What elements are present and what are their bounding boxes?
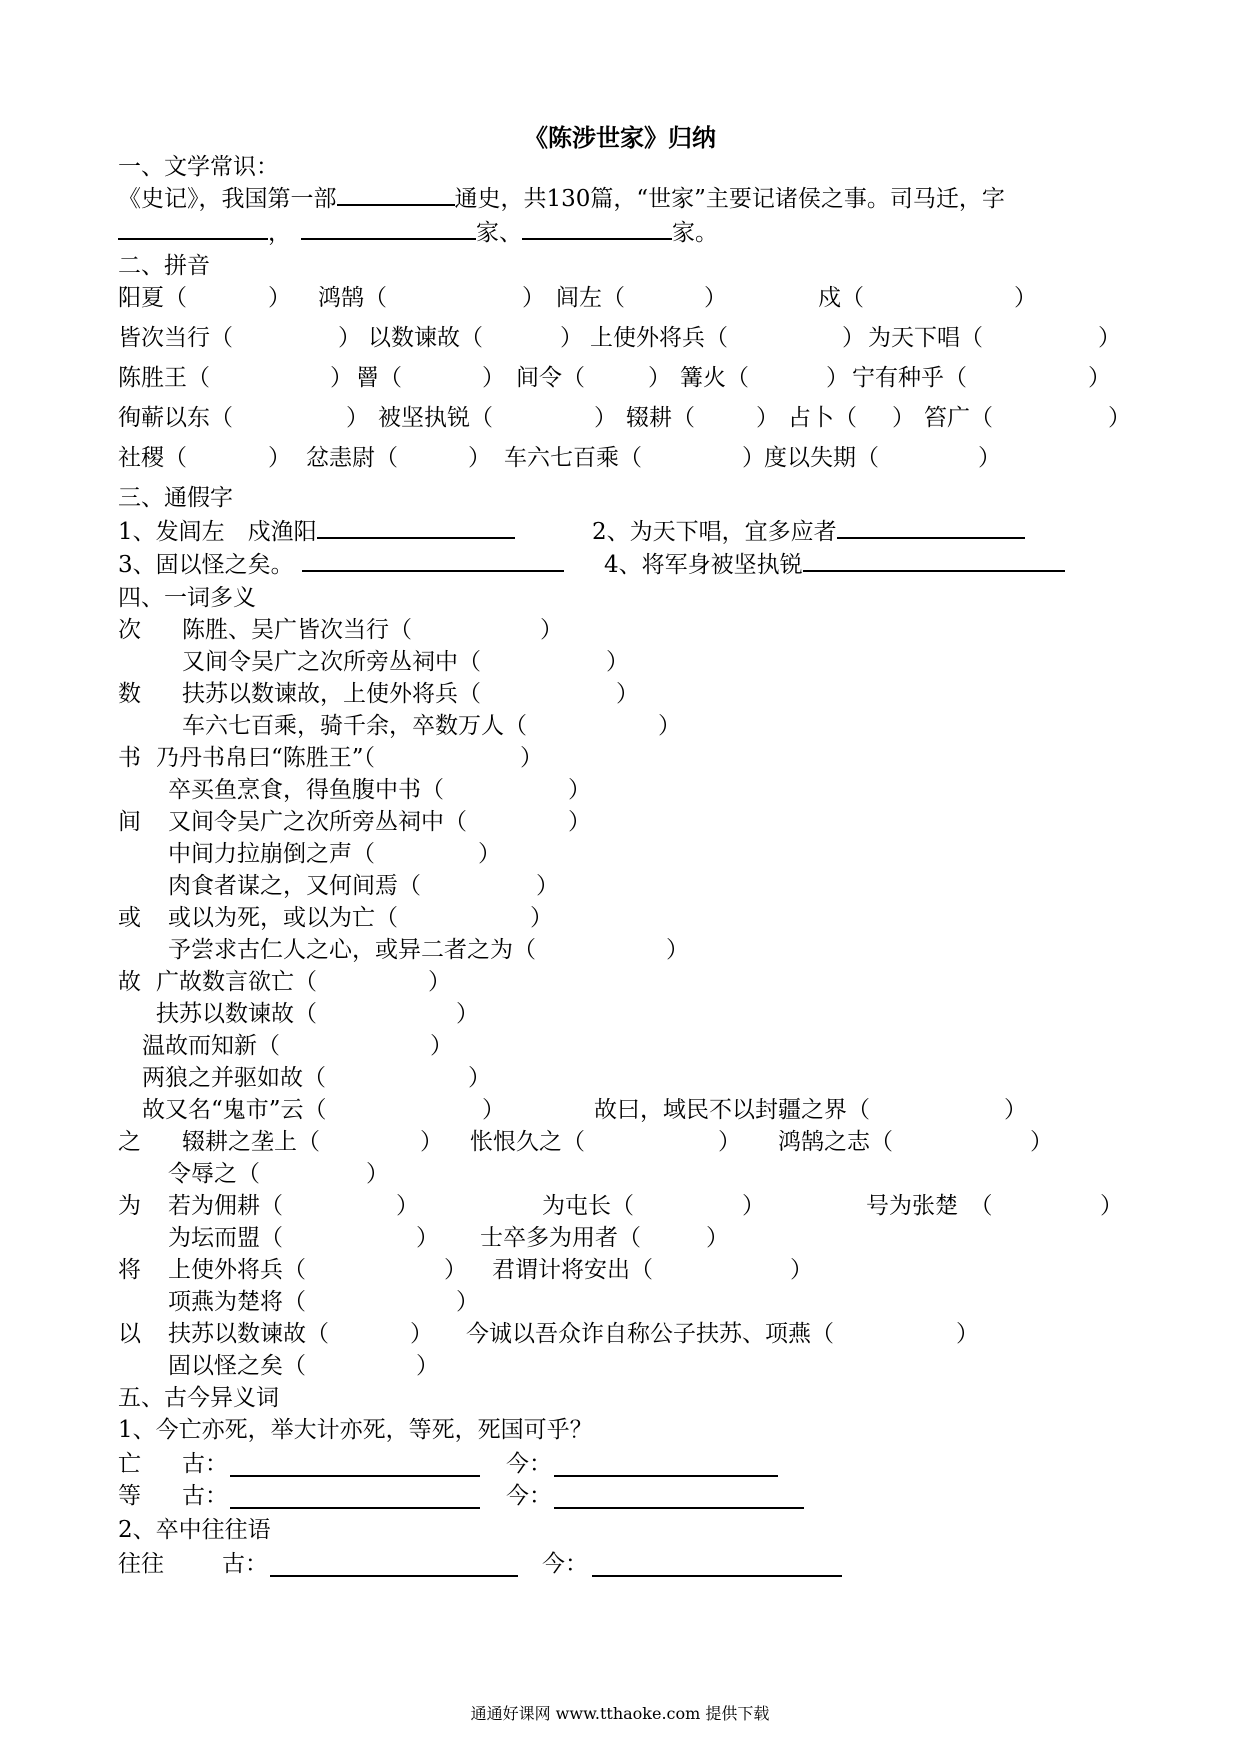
- polysemy-word: 之: [118, 1129, 141, 1155]
- section-heading-pinyin: 二、拼音: [118, 253, 210, 279]
- polysemy-close: ）: [606, 649, 629, 675]
- pinyin-item: 戍（: [818, 285, 864, 311]
- polysemy-sentence: 温故而知新（: [142, 1033, 280, 1059]
- polysemy-word: 或: [118, 905, 141, 931]
- polysemy-word: 次: [118, 617, 141, 643]
- pinyin-close: ）: [594, 405, 617, 431]
- polysemy-sentence: 辍耕之垄上（: [182, 1129, 320, 1155]
- polysemy-close: ）: [482, 1097, 505, 1123]
- polysemy-word: 将: [118, 1257, 141, 1283]
- pinyin-item: 以数谏故（: [368, 325, 483, 351]
- polysemy-word: 书: [118, 745, 141, 771]
- polysemy-word: 故: [118, 969, 141, 995]
- pinyin-close: ）: [978, 445, 1001, 471]
- polysemy-close: ）: [530, 905, 553, 931]
- pinyin-close: ）: [756, 405, 779, 431]
- polysemy-sentence: 又间令吴广之次所旁丛祠中（: [168, 809, 467, 835]
- answer-blank[interactable]: [230, 1455, 480, 1477]
- pinyin-item: 度以失期（: [764, 445, 879, 471]
- ancient-modern-word: 亡: [118, 1451, 141, 1477]
- pinyin-close: ）: [268, 445, 291, 471]
- polysemy-close: ）: [742, 1193, 765, 1219]
- section-heading-polysemy: 四、一词多义: [118, 585, 256, 611]
- answer-blank[interactable]: [230, 1487, 480, 1509]
- polysemy-close: ）: [420, 1129, 443, 1155]
- pinyin-close: ）: [892, 405, 915, 431]
- polysemy-sentence: 予尝求古仁人之心，或异二者之为（: [168, 937, 536, 963]
- pinyin-item: 闾左（: [556, 285, 625, 311]
- polysemy-sentence: 鸿鹄之志（: [778, 1129, 893, 1155]
- ancient-label: 古：: [222, 1551, 268, 1577]
- ancient-label: 古：: [182, 1451, 228, 1477]
- tongjiazi-item-1: 1、发闾左 戍渔阳: [118, 517, 515, 547]
- modern-label: 今：: [542, 1551, 588, 1577]
- answer-blank[interactable]: [118, 218, 268, 240]
- pinyin-close: ）: [522, 285, 545, 311]
- polysemy-close: ）: [540, 617, 563, 643]
- polysemy-close: ）: [1004, 1097, 1027, 1123]
- polysemy-sentence: 扶苏以数谏故，上使外将兵（: [182, 681, 481, 707]
- polysemy-sentence: 故曰，域民不以封疆之界（: [594, 1097, 870, 1123]
- polysemy-sentence: 陈胜、吴广皆次当行（: [182, 617, 412, 643]
- pinyin-item: 罾（: [356, 365, 402, 391]
- pinyin-close: ）: [826, 365, 849, 391]
- tongjiazi-item-3: 3、固以怪之矣。: [118, 550, 564, 580]
- polysemy-close: ）: [478, 841, 501, 867]
- literature-line-2: ， 家、 家。: [118, 218, 718, 248]
- pinyin-close: ）: [468, 445, 491, 471]
- pinyin-item: 陈胜王（: [118, 365, 210, 391]
- pinyin-close: ）: [1088, 365, 1111, 391]
- answer-blank[interactable]: [302, 550, 564, 572]
- section-heading-tongjiazi: 三、通假字: [118, 485, 233, 511]
- polysemy-sentence: 怅恨久之（: [470, 1129, 585, 1155]
- pinyin-close: ）: [648, 365, 671, 391]
- pinyin-item: 辍耕（: [626, 405, 695, 431]
- polysemy-sentence: 扶苏以数谏故（: [168, 1321, 329, 1347]
- answer-blank[interactable]: [522, 218, 672, 240]
- pinyin-close: ）: [1014, 285, 1037, 311]
- ancient-modern-question-1: 1、今亡亦死，举大计亦死，等死，死国可乎？: [118, 1417, 593, 1443]
- answer-blank[interactable]: [554, 1487, 804, 1509]
- polysemy-word: 为: [118, 1193, 141, 1219]
- polysemy-close: ）: [666, 937, 689, 963]
- polysemy-close: ）: [706, 1225, 729, 1251]
- polysemy-sentence: 固以怪之矣（: [168, 1353, 306, 1379]
- polysemy-sentence: 乃丹书帛曰“陈胜王”（: [156, 745, 376, 771]
- pinyin-item: 为天下唱（: [868, 325, 983, 351]
- pinyin-item: 车六七百乘（: [504, 445, 642, 471]
- pinyin-close: ）: [330, 365, 353, 391]
- pinyin-item: 徇蕲以东（: [118, 405, 233, 431]
- polysemy-sentence: 为坛而盟（: [168, 1225, 283, 1251]
- modern-label: 今：: [506, 1451, 552, 1477]
- ancient-modern-word: 等: [118, 1483, 141, 1509]
- polysemy-close: ）: [790, 1257, 813, 1283]
- ancient-label: 古：: [182, 1483, 228, 1509]
- answer-blank[interactable]: [317, 517, 515, 539]
- polysemy-close: ）: [718, 1129, 741, 1155]
- polysemy-sentence: 两狼之并驱如故（: [142, 1065, 326, 1091]
- polysemy-word: 数: [118, 681, 141, 707]
- section-heading-literature: 一、文学常识：: [118, 154, 279, 180]
- pinyin-item: 篝火（: [680, 365, 749, 391]
- pinyin-close: ）: [842, 325, 865, 351]
- pinyin-item: 上使外将兵（: [590, 325, 728, 351]
- pinyin-close: ）: [268, 285, 291, 311]
- pinyin-close: ）: [346, 405, 369, 431]
- answer-blank[interactable]: [837, 517, 1025, 539]
- polysemy-sentence: 项燕为楚将（: [168, 1289, 306, 1315]
- polysemy-close: ）: [536, 873, 559, 899]
- pinyin-close: ）: [742, 445, 765, 471]
- pinyin-item: 阳夏（: [118, 285, 187, 311]
- pinyin-item: 皆次当行（: [118, 325, 233, 351]
- tongjiazi-item-2: 2、为天下唱，宜多应者: [592, 517, 1025, 547]
- polysemy-close: ）: [658, 713, 681, 739]
- polysemy-sentence: 故又名“鬼市”云（: [142, 1097, 327, 1123]
- pinyin-close: ）: [560, 325, 583, 351]
- answer-blank[interactable]: [554, 1455, 778, 1477]
- literature-line-1: 《史记》，我国第一部 通史，共130篇，“世家”主要记诸侯之事。司马迁，字: [118, 186, 1005, 212]
- polysemy-sentence: 又间令吴广之次所旁丛祠中（: [182, 649, 481, 675]
- pinyin-item: 间令（: [516, 365, 585, 391]
- pinyin-item: 被坚执锐（: [378, 405, 493, 431]
- polysemy-sentence: 士卒多为用者（: [480, 1225, 641, 1251]
- polysemy-close: ）: [444, 1257, 467, 1283]
- polysemy-sentence: 车六七百乘，骑千余，卒数万人（: [182, 713, 527, 739]
- polysemy-close: ）: [456, 1001, 479, 1027]
- polysemy-close: ）: [568, 777, 591, 803]
- polysemy-close: ）: [416, 1353, 439, 1379]
- polysemy-sentence: 扶苏以数谏故（: [156, 1001, 317, 1027]
- polysemy-close: ）: [416, 1225, 439, 1251]
- pinyin-close: ）: [338, 325, 361, 351]
- answer-blank[interactable]: [270, 1555, 518, 1577]
- polysemy-sentence: 若为佣耕（: [168, 1193, 283, 1219]
- polysemy-close: ）: [616, 681, 639, 707]
- answer-blank[interactable]: [592, 1555, 842, 1577]
- footer-credit: 通通好课网 www.tthaoke.com 提供下载: [470, 1704, 770, 1723]
- pinyin-item: 占卜（: [788, 405, 857, 431]
- tongjiazi-item-4: 4、将军身被坚执锐: [604, 550, 1065, 580]
- pinyin-close: ）: [704, 285, 727, 311]
- polysemy-sentence: 号为张楚 （: [866, 1193, 993, 1219]
- page-title: 《陈涉世家》归纳: [524, 123, 716, 152]
- polysemy-sentence: 或以为死，或以为亡（: [168, 905, 398, 931]
- pinyin-item: 忿恚尉（: [306, 445, 398, 471]
- answer-blank[interactable]: [337, 184, 455, 206]
- section-heading-ancient-modern: 五、古今异义词: [118, 1385, 279, 1411]
- polysemy-close: ）: [956, 1321, 979, 1347]
- polysemy-sentence: 卒买鱼烹食，得鱼腹中书（: [168, 777, 444, 803]
- answer-blank[interactable]: [803, 550, 1065, 572]
- polysemy-sentence: 君谓计将安出（: [492, 1257, 653, 1283]
- polysemy-sentence: 为屯长（: [542, 1193, 634, 1219]
- polysemy-sentence: 令辱之（: [168, 1161, 260, 1187]
- pinyin-item: 鸿鹄（: [318, 285, 387, 311]
- polysemy-close: ）: [520, 745, 543, 771]
- pinyin-item: 社稷（: [118, 445, 187, 471]
- polysemy-close: ）: [366, 1161, 389, 1187]
- polysemy-word: 以: [118, 1321, 141, 1347]
- polysemy-close: ）: [428, 969, 451, 995]
- polysemy-word: 间: [118, 809, 141, 835]
- polysemy-close: ）: [568, 809, 591, 835]
- polysemy-close: ）: [468, 1065, 491, 1091]
- polysemy-sentence: 今诚以吾众诈自称公子扶苏、项燕（: [466, 1321, 834, 1347]
- polysemy-close: ）: [1030, 1129, 1053, 1155]
- modern-label: 今：: [506, 1483, 552, 1509]
- polysemy-sentence: 肉食者谋之，又何间焉（: [168, 873, 421, 899]
- pinyin-item: 笞广（: [924, 405, 993, 431]
- polysemy-sentence: 中间力拉崩倒之声（: [168, 841, 375, 867]
- pinyin-close: ）: [1108, 405, 1131, 431]
- polysemy-close: ）: [1100, 1193, 1123, 1219]
- polysemy-sentence: 广故数言欲亡（: [156, 969, 317, 995]
- pinyin-close: ）: [482, 365, 505, 391]
- ancient-modern-question-2: 2、卒中往往语: [118, 1517, 271, 1543]
- polysemy-sentence: 上使外将兵（: [168, 1257, 306, 1283]
- ancient-modern-word: 往往: [118, 1551, 164, 1577]
- answer-blank[interactable]: [301, 218, 476, 240]
- polysemy-close: ）: [410, 1321, 433, 1347]
- polysemy-close: ）: [456, 1289, 479, 1315]
- pinyin-item: 宁有种乎（: [852, 365, 967, 391]
- polysemy-close: ）: [396, 1193, 419, 1219]
- pinyin-close: ）: [1098, 325, 1121, 351]
- polysemy-close: ）: [430, 1033, 453, 1059]
